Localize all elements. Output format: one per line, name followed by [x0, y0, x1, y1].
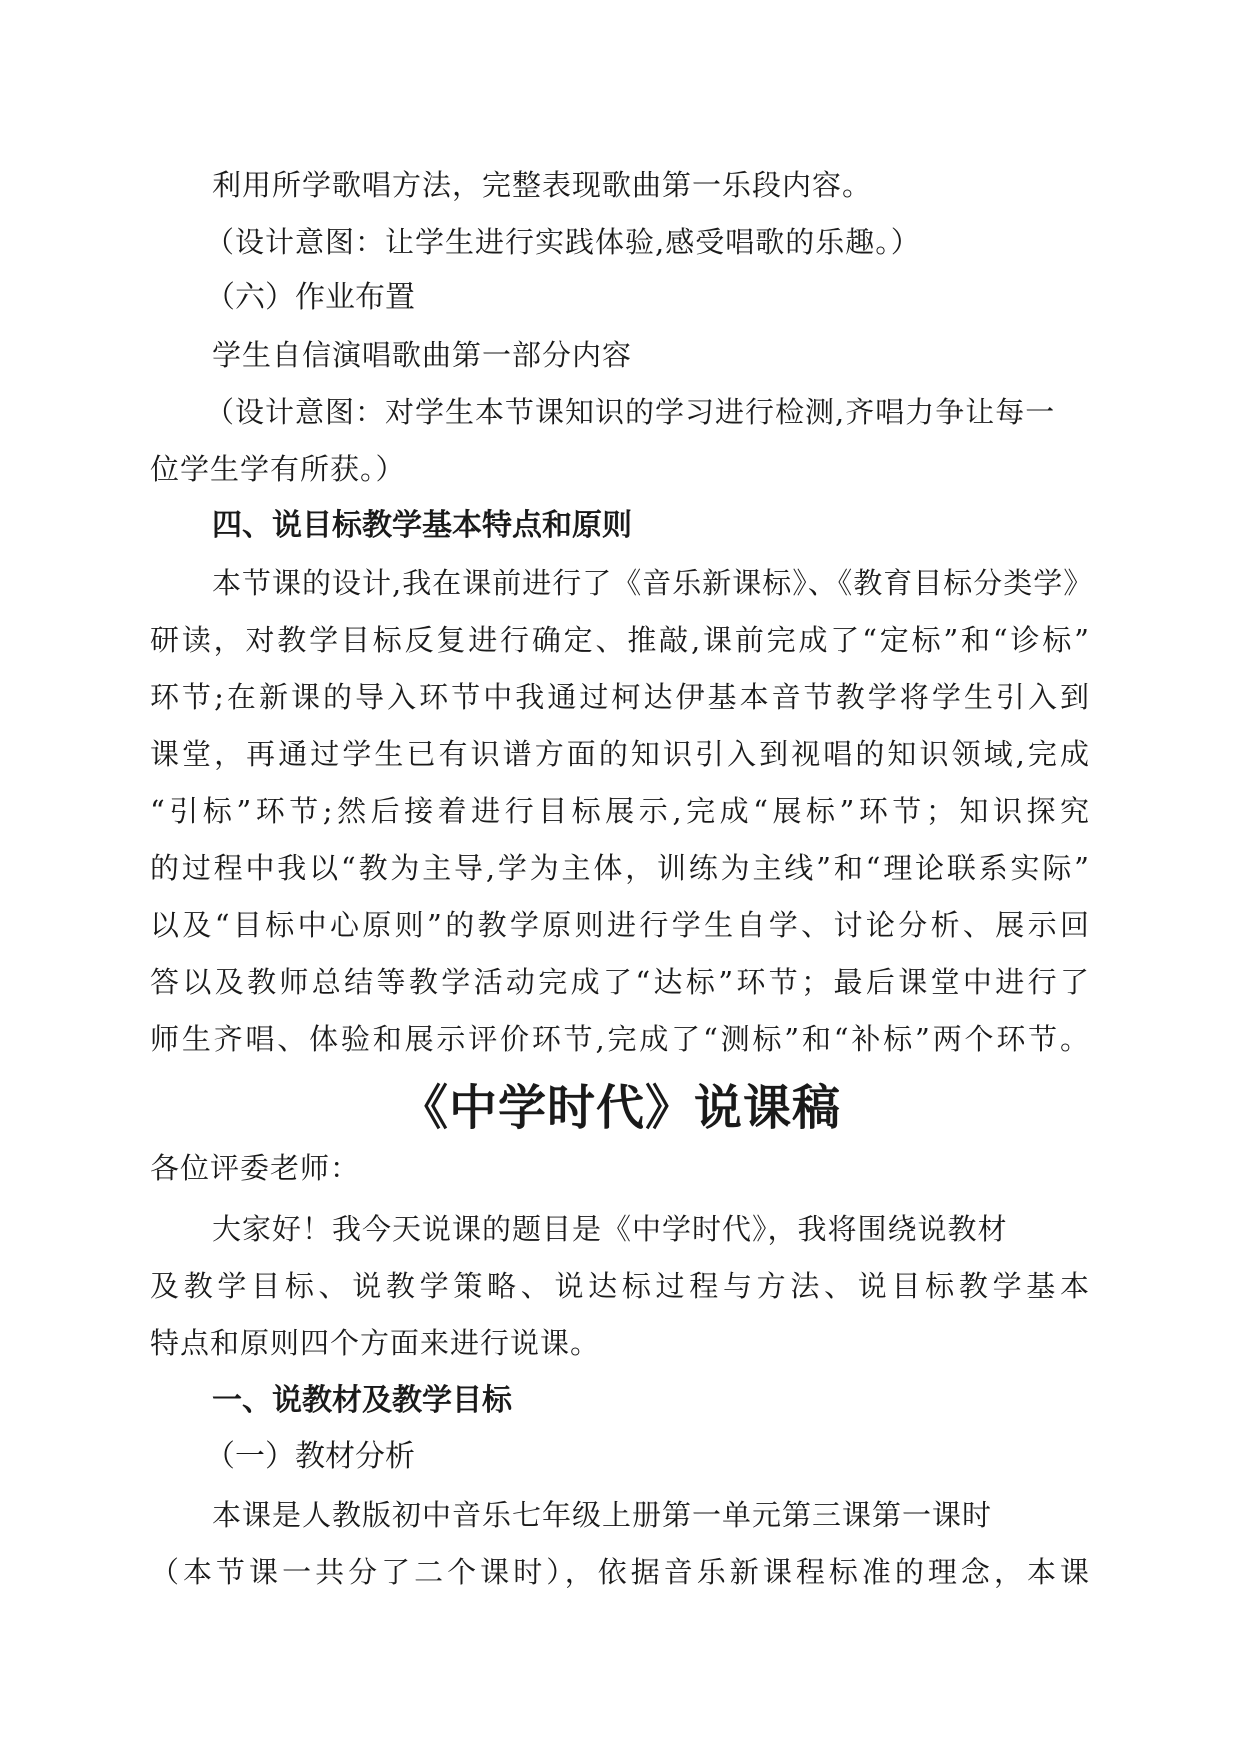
- paragraph-line: 课堂，再通过学生已有识谱方面的知识引入到视唱的知识领域,完成: [150, 737, 1090, 771]
- paragraph-line: 及教学目标、说教学策略、说达标过程与方法、说目标教学基本: [150, 1269, 1090, 1303]
- paragraph-line: 大家好！我今天说课的题目是《中学时代》，我将围绕说教材: [212, 1212, 1008, 1246]
- section-heading-materials: 一、说教材及教学目标: [212, 1383, 512, 1418]
- design-intent-note: （设计意图：对学生本节课知识的学习进行检测,齐唱力争让每一: [205, 395, 1056, 429]
- paragraph-line: 位学生学有所获。）: [150, 452, 406, 486]
- section-heading-principles: 四、说目标教学基本特点和原则: [212, 508, 632, 543]
- paragraph-line: 研读，对教学目标反复进行确定、推敲,课前完成了“定标”和“诊标”: [150, 623, 1090, 657]
- design-intent-note: （设计意图：让学生进行实践体验,感受唱歌的乐趣。）: [205, 225, 921, 259]
- paragraph-line: 本课是人教版初中音乐七年级上册第一单元第三课第一课时: [212, 1498, 993, 1532]
- paragraph-line: （本节课一共分了二个课时），依据音乐新课程标准的理念，本课: [150, 1555, 1090, 1589]
- paragraph-line: 答以及教师总结等教学活动完成了“达标”环节；最后课堂中进行了: [150, 965, 1090, 999]
- paragraph-line: 环节;在新课的导入环节中我通过柯达伊基本音节教学将学生引入到: [150, 680, 1090, 714]
- section-heading-homework: （六）作业布置: [205, 280, 415, 315]
- document-title: 《中学时代》说课稿: [399, 1080, 841, 1136]
- paragraph-line: 利用所学歌唱方法，完整表现歌曲第一乐段内容。: [212, 168, 873, 202]
- salutation: 各位评委老师：: [150, 1151, 361, 1185]
- paragraph-line: 本节课的设计,我在课前进行了《音乐新课标》、《教育目标分类学》: [212, 566, 1094, 600]
- subsection-heading-analysis: （一）教材分析: [205, 1439, 415, 1474]
- paragraph-line: “引标”环节;然后接着进行目标展示,完成“展标”环节；知识探究: [150, 794, 1090, 828]
- paragraph-line: 特点和原则四个方面来进行说课。: [150, 1326, 601, 1360]
- paragraph-line: 的过程中我以“教为主导,学为主体，训练为主线”和“理论联系实际”: [150, 851, 1090, 885]
- paragraph-line: 学生自信演唱歌曲第一部分内容: [212, 338, 633, 372]
- paragraph-line: 以及“目标中心原则”的教学原则进行学生自学、讨论分析、展示回: [150, 908, 1090, 942]
- paragraph-line: 师生齐唱、体验和展示评价环节,完成了“测标”和“补标”两个环节。: [150, 1022, 1090, 1056]
